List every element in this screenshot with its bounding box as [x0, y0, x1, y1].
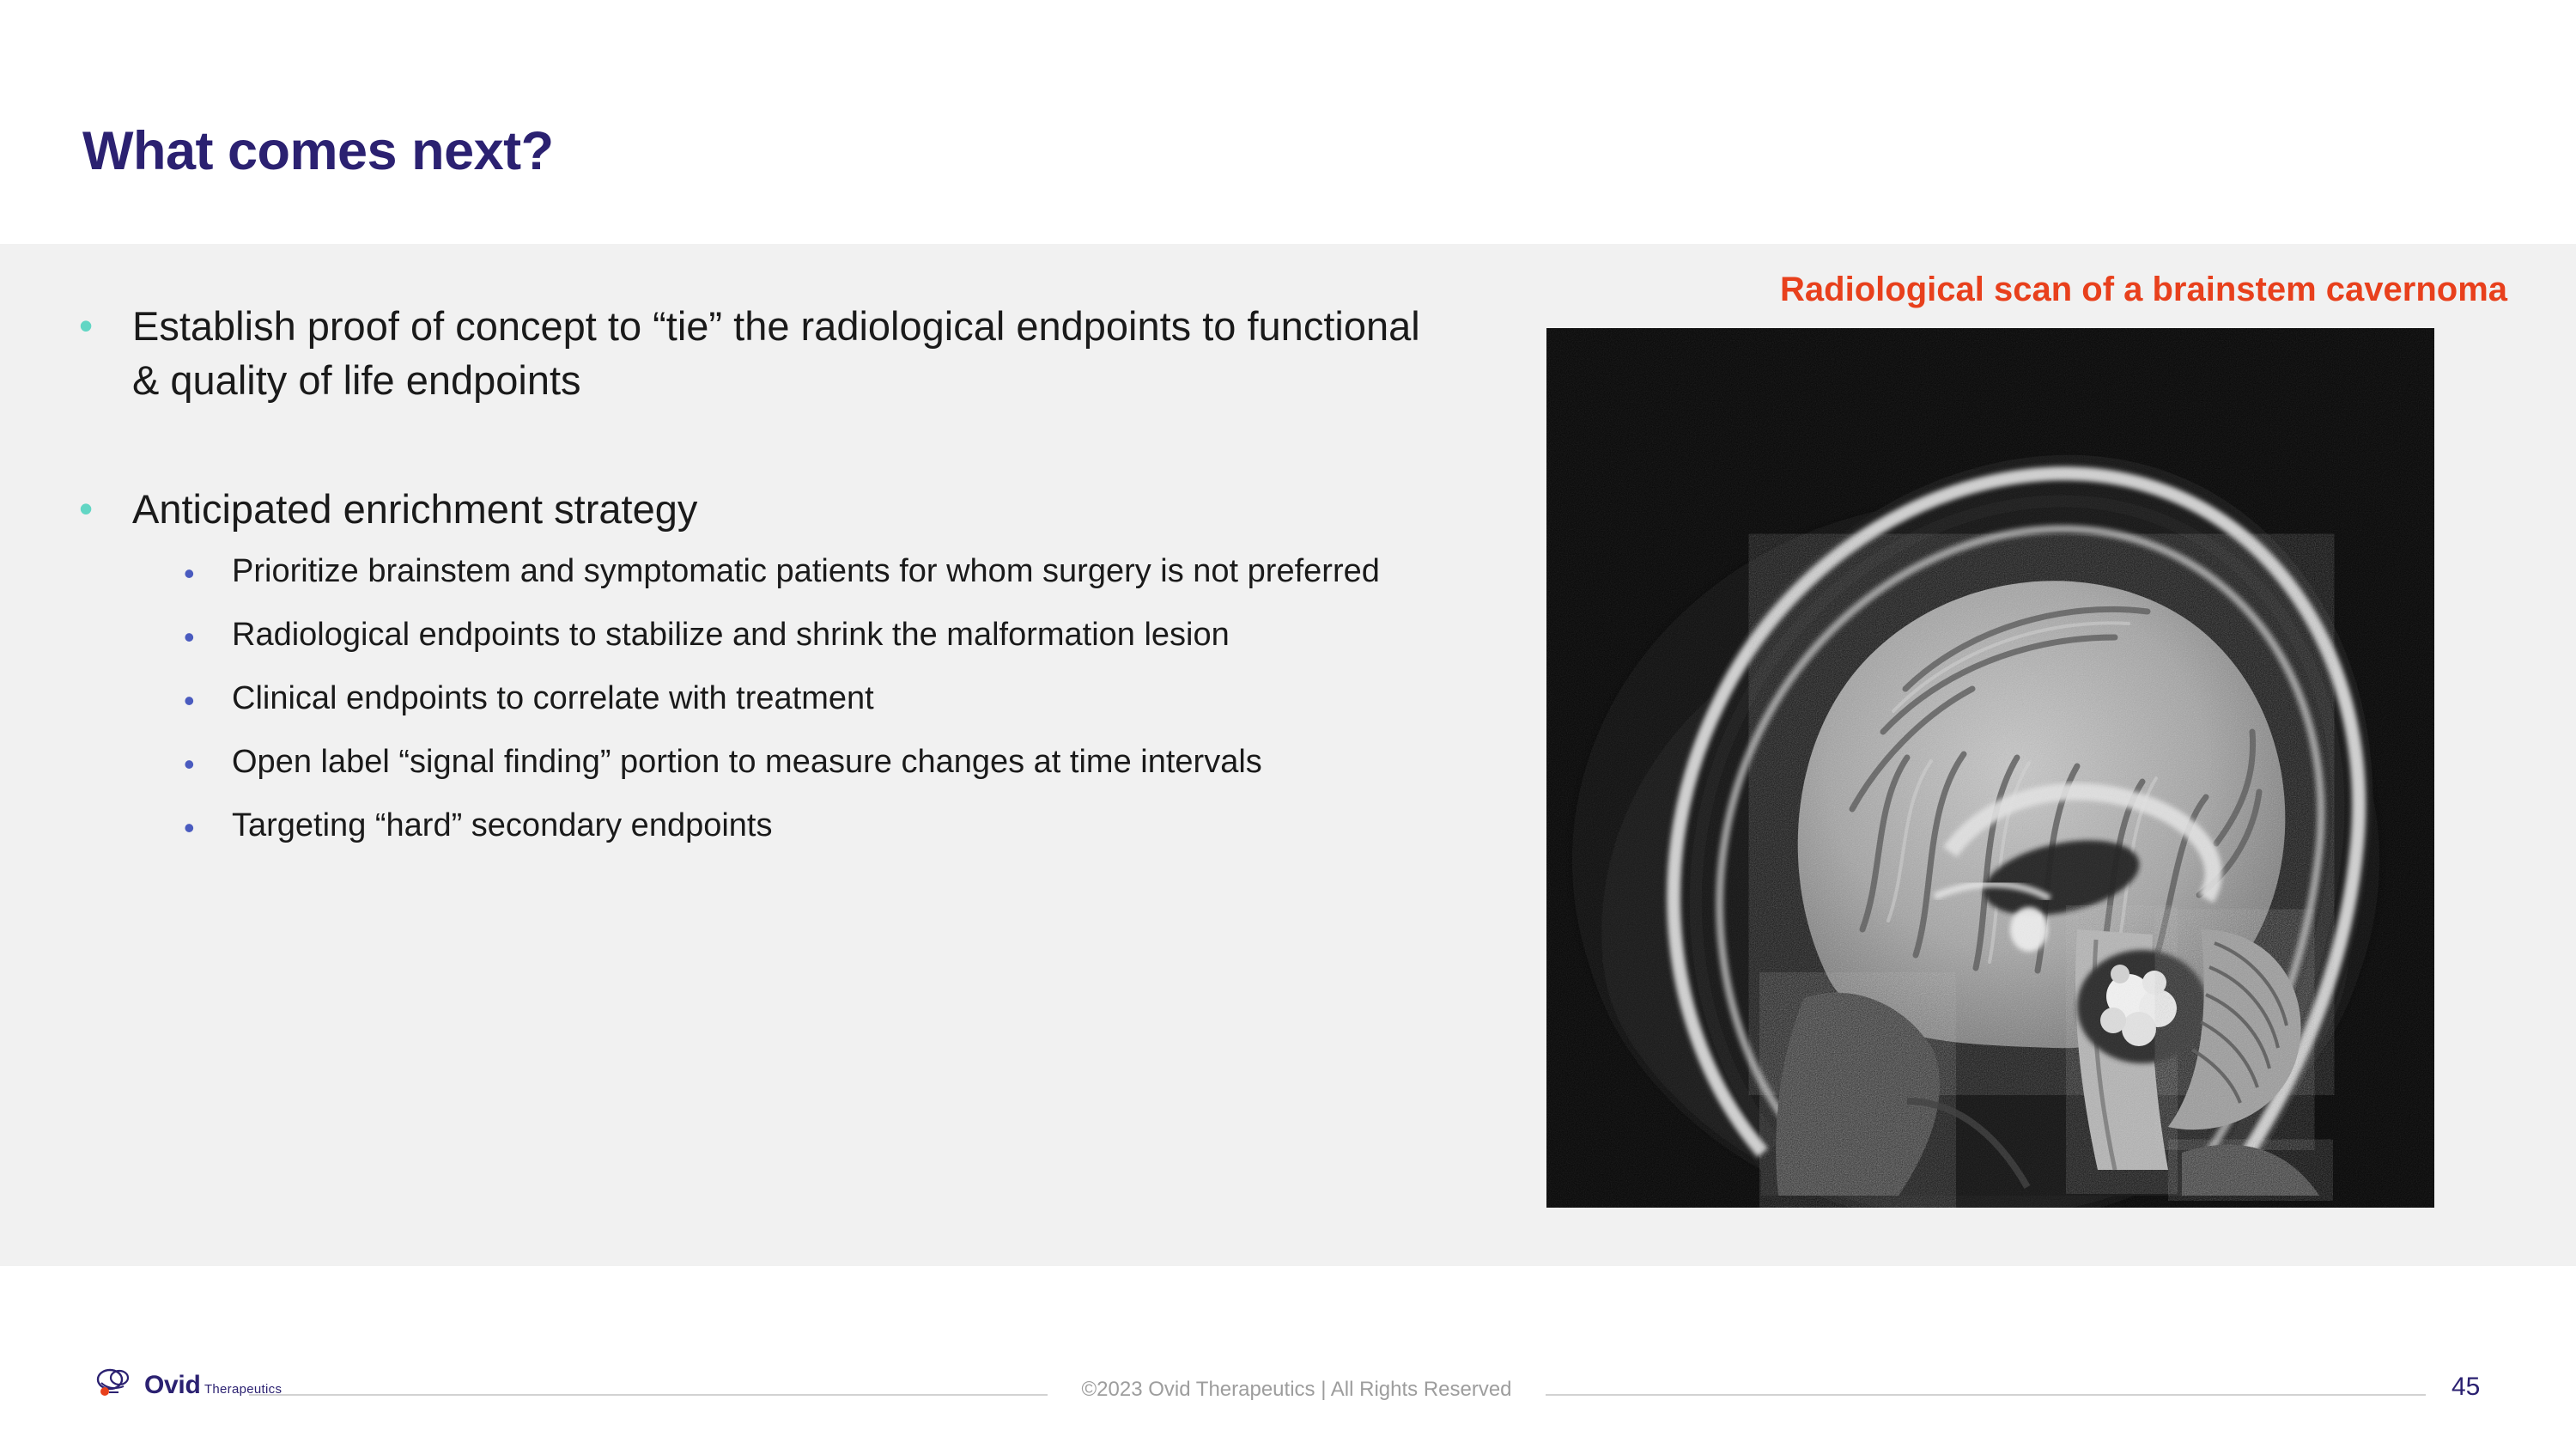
page-number: 45 — [2451, 1373, 2481, 1401]
list-item — [184, 613, 1449, 661]
sub-bullet-dot-icon: • — [184, 683, 195, 719]
ovid-logo-icon — [93, 1366, 137, 1405]
sub-bullet-dot-icon: • — [184, 746, 195, 782]
bullet-text: Anticipated enrichment strategy — [132, 485, 698, 532]
ovid-logo — [93, 1366, 282, 1405]
list-item — [76, 482, 1449, 536]
sub-bullet-dot-icon: • — [184, 556, 195, 592]
logo-brand: Ovid — [144, 1371, 201, 1399]
sub-bullet-text: Clinical endpoints to correlate with treatment — [232, 680, 874, 717]
sub-bullet-dot-icon: • — [184, 810, 195, 846]
ovid-logo-text — [144, 1373, 282, 1398]
list-item — [76, 299, 1449, 408]
list-item — [184, 677, 1449, 725]
sub-bullet-text: Open label “signal finding” portion to measure changes at time intervals — [232, 744, 1262, 781]
mri-scan-image — [1546, 328, 2434, 1208]
sub-bullet-text: Targeting “hard” secondary endpoints — [232, 807, 773, 844]
bullet-text: Establish proof of concept to “tie” the radiological endpoints to functional & quality of life endpoints — [132, 303, 1420, 404]
bullet-dot-icon: • — [79, 303, 94, 348]
sub-bullet-list — [184, 550, 1449, 852]
sub-bullet-dot-icon: • — [184, 619, 195, 655]
list-item — [184, 550, 1449, 598]
bullet-spacer — [76, 415, 1449, 482]
logo-subbrand: Therapeutics — [204, 1382, 283, 1397]
bullet-list — [76, 299, 1449, 868]
page-title: What comes next? — [82, 121, 554, 181]
figure-caption: Radiological scan of a brainstem cavernoma — [1780, 271, 2507, 308]
bullet-dot-icon: • — [79, 485, 94, 531]
sub-bullet-text: Radiological endpoints to stabilize and shrink the malformation lesion — [232, 617, 1230, 654]
footer-divider-right — [1546, 1394, 2426, 1396]
footer-copyright: ©2023 Ovid Therapeutics | All Rights Reserved — [1081, 1378, 1512, 1401]
list-item — [184, 740, 1449, 788]
sub-bullet-text: Prioritize brainstem and symptomatic patients for whom surgery is not preferred — [232, 553, 1380, 590]
footer-divider-left — [249, 1394, 1048, 1396]
list-item — [184, 804, 1449, 852]
